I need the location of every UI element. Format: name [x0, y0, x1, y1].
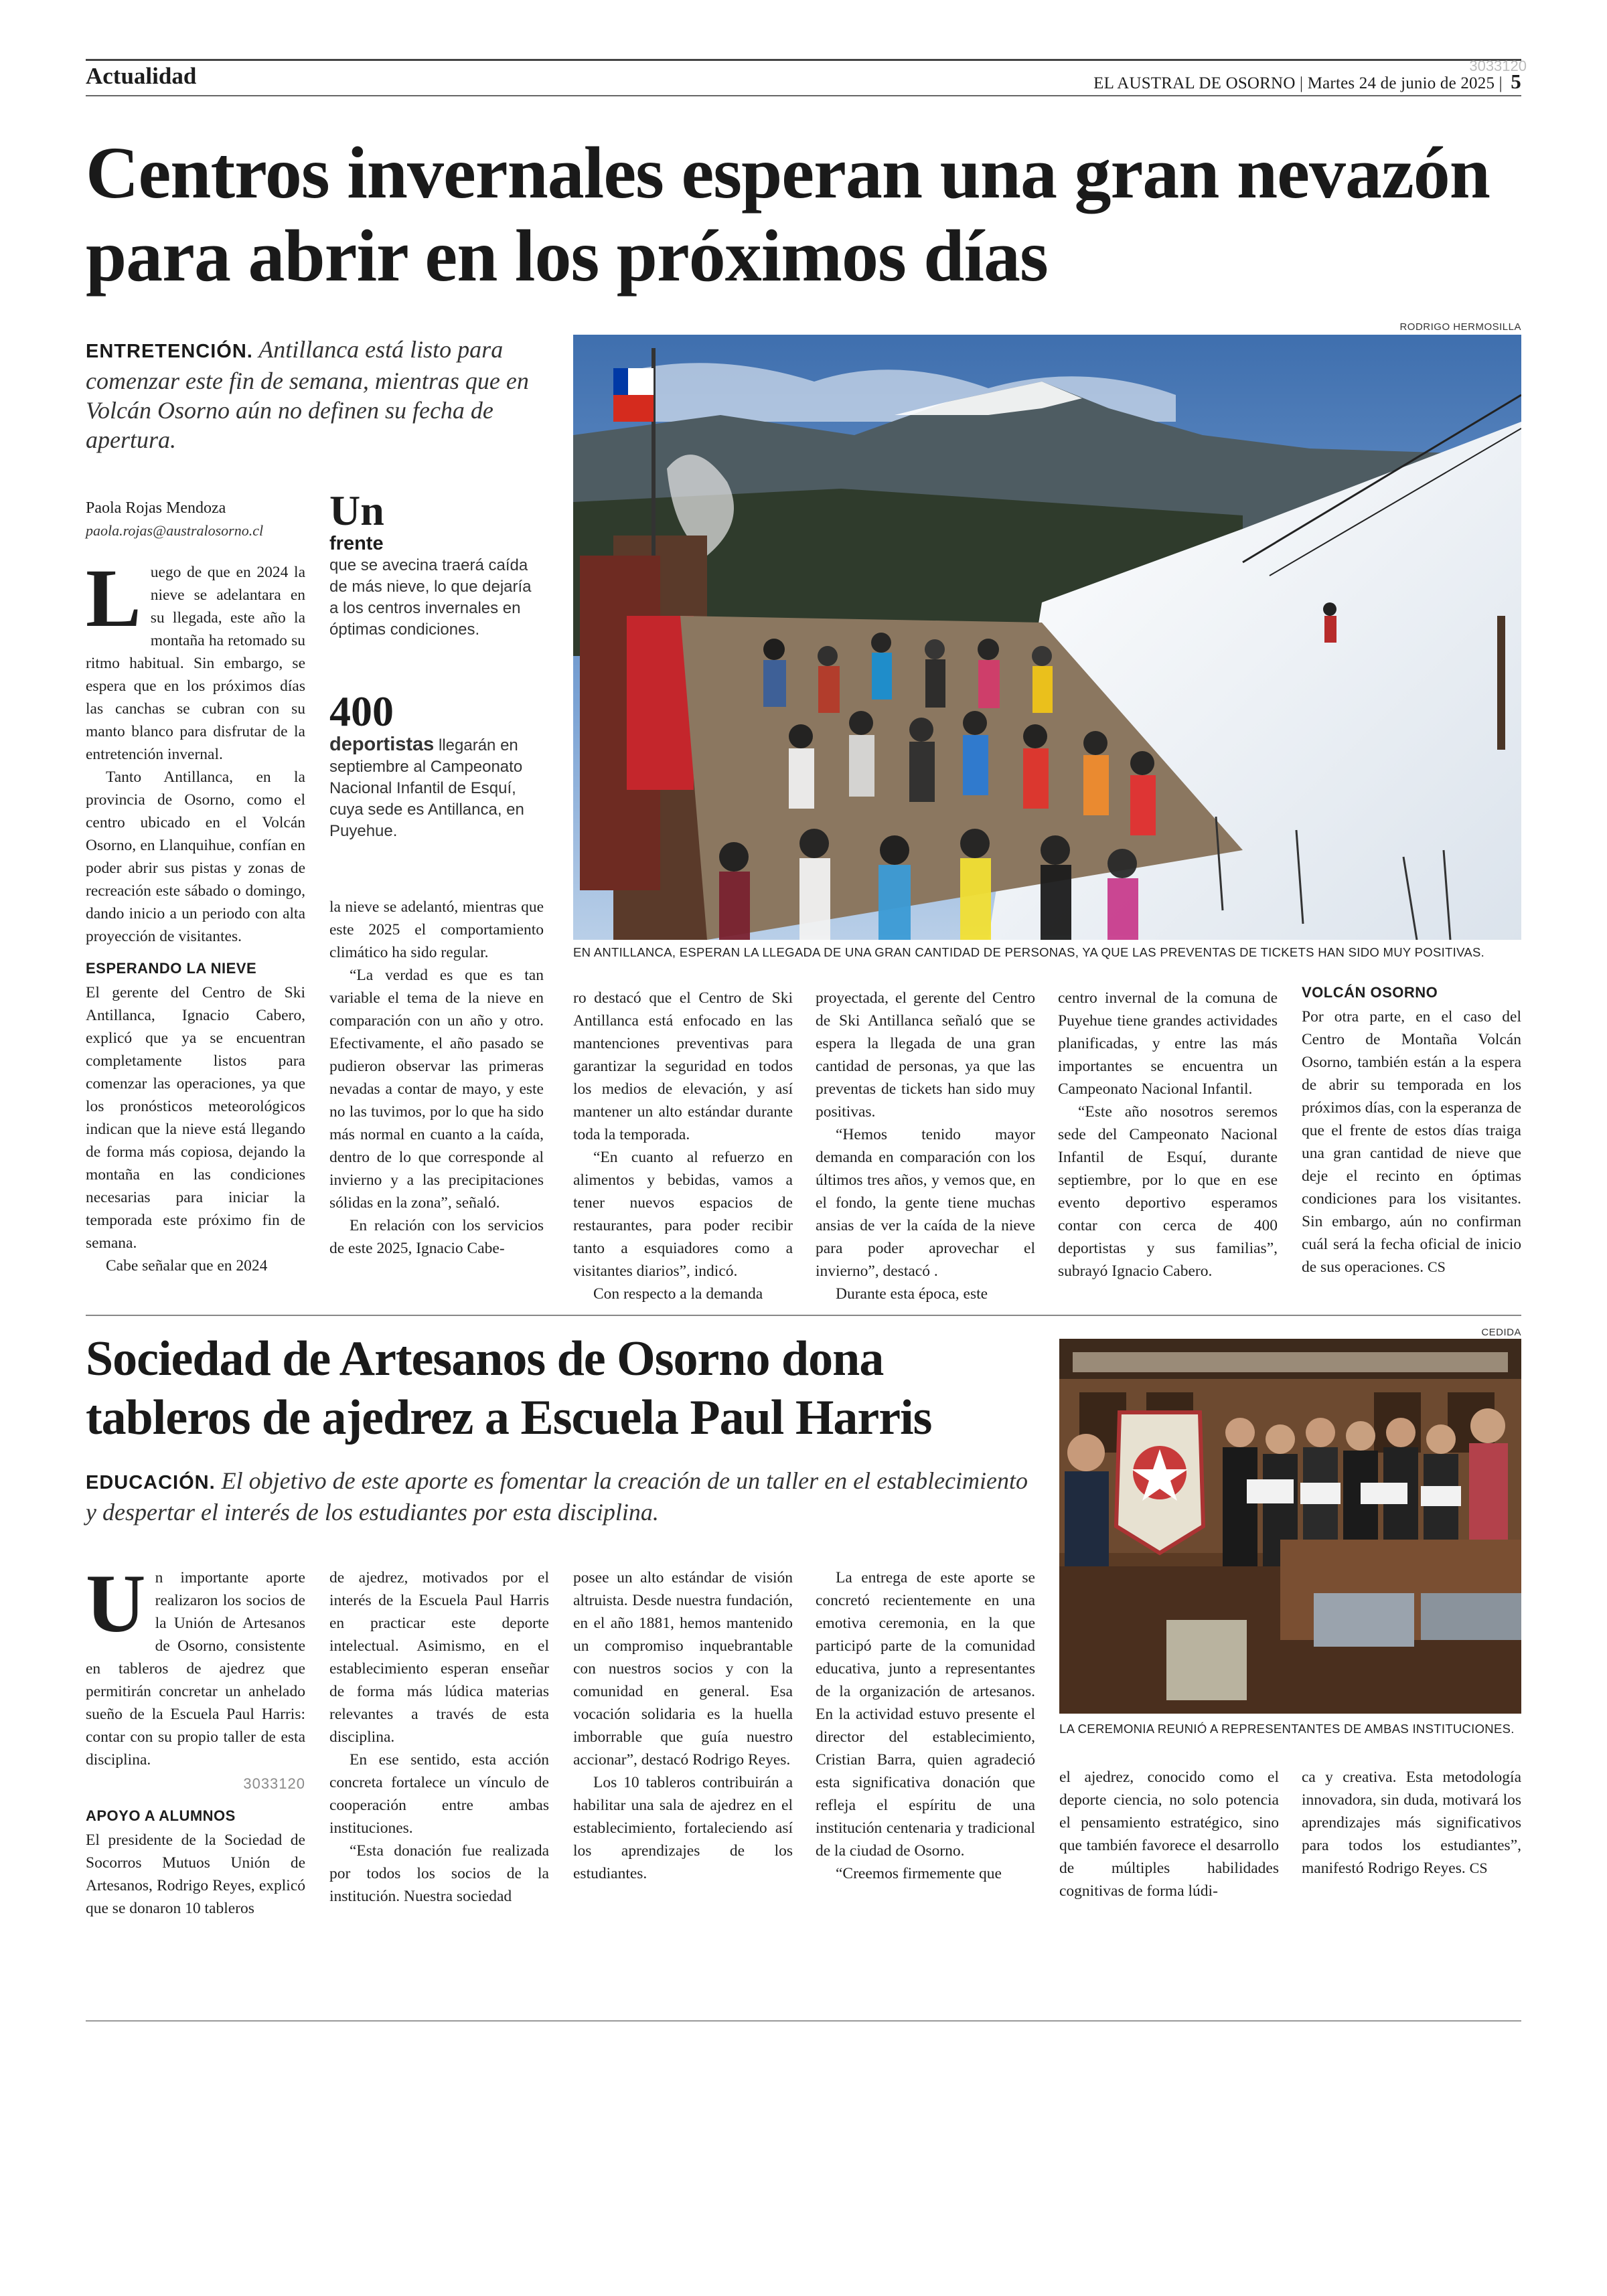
article1-lead	[86, 335, 554, 455]
article1-col2-p3: En relación con los servicios de este 2025, Ignacio Cabe-	[329, 1217, 544, 1257]
antillanca-photo-illustration	[573, 335, 1521, 940]
article1-subhead-volcan: VOLCÁN OSORNO	[1302, 984, 1438, 1001]
article1-col4	[816, 987, 1035, 1305]
stat-deportistas-big: 400	[329, 687, 394, 735]
article2-endmark: CS	[1469, 1860, 1488, 1876]
stat-deportistas-desc: llegarán en septiembre al Campeonato Nacional Infantil de Esquí, cuya sede es Antillanca, en Puyehue.	[329, 736, 524, 840]
header-underline	[86, 95, 1521, 96]
article2-col6-p1: ca y creativa. Esta metodología innovadora, sin duda, motivará los aprendizajes más significativos para todos los estudiantes”, manifestó Rodrigo Reyes.	[1302, 1769, 1521, 1877]
article2-col3	[573, 1566, 793, 1885]
article2-lead-text: El objetivo de este aporte es fomentar la creación de un taller en el establecimiento y despertar el interés de los estudiantes por esta disciplina.	[86, 1467, 1028, 1526]
article1-col1-p3: El gerente del Centro de Ski Antillanca, Ignacio Cabero, explicó que ya se encuentran completamente listos para comenzar las operaciones, ya que los pronósticos meteorológicos indican que la nieve está llegando de forma más copiosa, dejando la montaña en las condiciones necesarias para iniciar la temporada este próximo fin de semana.	[86, 984, 305, 1252]
article1-col5-p2: “Este año nosotros seremos sede del Campeonato Nacional Infantil de Esquí, durante septiembre, por lo que en ese evento deportivo esperamos contar con cerca de 400 deportistas y sus familias”, subrayó Ignacio Cabero.	[1058, 1103, 1278, 1280]
article2-dropcap: U	[86, 1558, 146, 1649]
newspaper-name: EL AUSTRAL DE OSORNO	[1093, 74, 1296, 92]
stat-deportistas-word: deportistas	[329, 734, 435, 755]
article2-col6	[1302, 1766, 1521, 1880]
article2-col5	[1059, 1766, 1279, 1902]
article1-photo-credit: RODRIGO HERMOSILLA	[1399, 321, 1521, 333]
ceremony-photo-illustration	[1059, 1339, 1521, 1714]
article1-col6-p1: Por otra parte, en el caso del Centro de Montaña Volcán Osorno, también están a la espera de abrir su temporada en los próximos días, con la esperanza de que el frente de estos días traiga una gran cantidad de nieve que deje el recinto en óptimas condiciones para los visitantes. Sin embargo, aún no confirman cuál será la fecha oficial de inicio de sus operaciones.	[1302, 1008, 1521, 1276]
article1-col4-p2: “Hemos tenido mayor demanda en comparación con los últimos tres años, y vemos que, en el fondo, la gente tiene muchas ansias de ver la caída de la nieve para poder aprovechar el invierno”, destacó .	[816, 1126, 1035, 1280]
masthead-separator: |	[1300, 74, 1304, 92]
article1-col2	[329, 896, 544, 1260]
article1-col5	[1058, 987, 1278, 1283]
article1-lead-text: Antillanca está listo para comenzar este fin de semana, mientras que en Volcán Osorno aún no definen su fecha de apertura.	[86, 336, 529, 453]
article1-col1-p1: uego de que en 2024 la nieve se adelantara en su llegada, este año la montaña ha retomado su ritmo habitual. Sin embargo, se espera que en los próximos días las canchas se cubran con su manto blanco para disfrutar de la entretención invernal.	[86, 564, 305, 763]
article1-col1	[86, 552, 305, 1277]
article1-col2-p1: la nieve se adelantó, mientras que este 2025 el comportamiento climático ha sido regular.	[329, 898, 544, 961]
article1-col5-p1: centro invernal de la comuna de Puyehue tiene grandes actividades planificadas, y entre las más importantes se encuentra un Campeonato Nacional Infantil.	[1058, 989, 1278, 1098]
stat-frente-word: frente	[329, 533, 384, 554]
article1-col4-p1: proyectada, el gerente del Centro de Ski Antillanca señaló que se espera la llegada de una gran cantidad de personas, ya que las preventas de tickets han sido muy positivas.	[816, 989, 1035, 1121]
article2-col2-p2: En ese sentido, esta acción concreta fortalece un vínculo de cooperación entre ambas instituciones.	[329, 1751, 549, 1837]
stat-frente	[329, 489, 542, 641]
article2-col4	[816, 1566, 1035, 1885]
article2-col1	[86, 1558, 305, 1920]
article1-subhead-nieve: ESPERANDO LA NIEVE	[86, 960, 257, 977]
article1-kicker: ENTRETENCIÓN.	[86, 341, 253, 362]
article2-kicker: EDUCACIÓN.	[86, 1472, 216, 1493]
masthead	[1093, 70, 1521, 94]
article1-dropcap: L	[86, 552, 141, 644]
page-watermark: 3033120	[1469, 58, 1527, 74]
stat-frente-text: que se avecina traerá caída de más nieve, lo que dejaría a los centros invernales en óptimas condiciones.	[329, 556, 532, 639]
article2-col3-p2: Los 10 tableros contribuirán a habilitar una sala de ajedrez en el establecimiento, fortaleciendo así los aprendizajes de los estudiantes.	[573, 1774, 793, 1882]
stat-deportistas	[329, 689, 542, 842]
masthead-separator-2: |	[1499, 74, 1503, 92]
author-name: Paola Rojas Mendoza	[86, 499, 226, 517]
issue-date: Martes 24 de junio de 2025	[1307, 74, 1495, 92]
article1-photo-caption: EN ANTILLANCA, ESPERAN LA LLEGADA DE UNA GRAN CANTIDAD DE PERSONAS, YA QUE LAS PREVENTAS DE TICKETS HAN SIDO MUY POSITIVAS.	[573, 945, 1485, 959]
article1-col6	[1302, 981, 1521, 1279]
ceremony-photo	[1059, 1339, 1521, 1714]
article2-col4-p2: “Creemos firmemente que	[836, 1865, 1002, 1882]
article2-photo-caption: LA CEREMONIA REUNIÓ A REPRESENTANTES DE AMBAS INSTITUCIONES.	[1059, 1722, 1515, 1736]
article2-col2-p3: “Esta donación fue realizada por todos los socios de la institución. Nuestra sociedad	[329, 1842, 549, 1905]
article1-col1-p4: Cabe señalar que en 2024	[106, 1257, 268, 1275]
article1-col3-p2: “En cuanto al refuerzo en alimentos y bebidas, vamos a tener nuevos espacios de restaurantes, para poder recibir tanto a esquiadores como a visitantes diarios”, indicó.	[573, 1149, 793, 1280]
article1-col3-p3: Con respecto a la demanda	[593, 1285, 763, 1303]
article2-col4-p1: La entrega de este aporte se concretó recientemente en una emotiva ceremonia, en la que participó parte de la comunidad educativa, junto a representantes de la organización de artesanos. En la actividad estuvo presente el director del establecimiento, Cristian Barra, quien agradeció esta significativa donación que refleja el espíritu de una institución centenaria y tradicional de la ciudad de Osorno.	[816, 1569, 1035, 1860]
byline	[86, 497, 263, 542]
article2-photo-credit: CEDIDA	[1481, 1327, 1521, 1338]
article1-col1-p2: Tanto Antillanca, en la provincia de Osorno, como el centro ubicado en el Volcán Osorno, en Llanquihue, confían en poder abrir sus pistas y zonas de recreación este sábado o domingo, dando inicio a un periodo con alta proyección de visitantes.	[86, 768, 305, 945]
stat-frente-big: Un	[329, 487, 384, 534]
article1-headline: Centros invernales esperan una gran nevazón para abrir en los próximos días	[86, 132, 1490, 297]
article2-col2-p1: de ajedrez, motivados por el interés de la Escuela Paul Harris en practicar este deporte intelectual. Asimismo, en el establecimiento esperan enseñar de forma más lúdica materias relevantes a través de esta disciplina.	[329, 1569, 549, 1746]
article2-col1-p2: El presidente de la Sociedad de Socorros Mutuos Unión de Artesanos, Rodrigo Reyes, explicó que se donaron 10 tableros	[86, 1831, 305, 1917]
article1-col3	[573, 987, 793, 1305]
article1-col3-p1: ro destacó que el Centro de Ski Antillanca está enfocado en las mantenciones preventivas para garantizar la seguridad en todos los medios de elevación, y así mantener un alto estándar durante toda la temporada.	[573, 989, 793, 1143]
article2-col3-p1: posee un alto estándar de visión altruista. Desde nuestra fundación, en el año 1881, hemos mantenido un compromiso inquebrantable con nuestros socios y con la comunidad en general. Esa vocación solidaria es la huella imborrable que guía nuestro accionar”, destacó Rodrigo Reyes.	[573, 1569, 793, 1769]
bottom-rule	[86, 2020, 1521, 2022]
article2-col1-p1: n importante aporte realizaron los socios de la Unión de Artesanos de Osorno, consistente en tableros de ajedrez que permitirán concretar un anhelado sueño de la Escuela Paul Harris: contar con su propio taller de esta disciplina.	[86, 1569, 305, 1769]
article2-headline: Sociedad de Artesanos de Osorno dona tableros de ajedrez a Escuela Paul Harris	[86, 1331, 932, 1445]
antillanca-photo	[573, 335, 1521, 940]
article2-col2	[329, 1566, 549, 1908]
page-number: 5	[1511, 70, 1521, 93]
article-divider	[86, 1315, 1521, 1316]
article2-code: 3033120	[243, 1775, 305, 1792]
section-label: Actualidad	[86, 63, 197, 89]
article1-col2-p2: “La verdad es que es tan variable el tema de la nieve en comparación con un año y otro. Efectivamente, el año pasado se pudieron observar las primeras nevadas a contar de mayo, y este no las tuvimos, por lo que ha sido más normal en cuanto a la caída, dentro de lo que corresponde al invierno y a las precipitaciones sólidas en la zona”, señaló.	[329, 967, 544, 1212]
article2-subhead-apoyo: APOYO A ALUMNOS	[86, 1807, 236, 1824]
article1-endmark: CS	[1427, 1258, 1446, 1275]
author-email[interactable]: paola.rojas@australosorno.cl	[86, 522, 264, 539]
stat-deportistas-text	[329, 734, 542, 842]
article2-col5-p1: el ajedrez, conocido como el deporte ciencia, no solo potencia el pensamiento estratégico, sino que también favorece el desarrollo de múltiples habilidades cognitivas de forma lúdi-	[1059, 1769, 1279, 1900]
top-rule	[86, 59, 1521, 61]
article2-lead	[86, 1466, 1037, 1527]
article1-col4-p3: Durante esta época, este	[836, 1285, 988, 1303]
